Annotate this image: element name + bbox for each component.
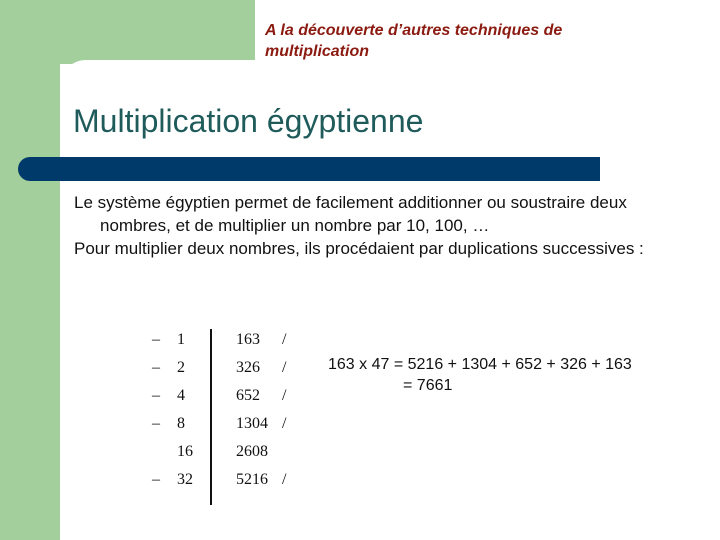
table-row	[140, 413, 310, 439]
equation-line-2: = 7661	[403, 377, 453, 394]
table-row	[140, 329, 310, 355]
product-value: 5216	[236, 471, 268, 488]
slide-title: Multiplication égyptienne	[73, 103, 424, 139]
equation-line-1: 163 x 47 = 5216 + 1304 + 652 + 326 + 163	[328, 356, 632, 373]
row-marker: –	[152, 387, 160, 404]
selected-mark: /	[282, 415, 287, 432]
slide-subtitle	[265, 20, 685, 62]
subtitle-line-2: multiplication	[265, 43, 369, 60]
duplication-table	[140, 327, 310, 507]
table-row	[140, 441, 310, 467]
selected-mark: /	[282, 471, 287, 488]
table-row	[140, 357, 310, 383]
product-value: 2608	[236, 443, 268, 460]
product-value: 652	[236, 387, 260, 404]
slide-body	[74, 191, 674, 260]
left-green-band	[0, 0, 60, 540]
power-value: 4	[177, 387, 185, 404]
paragraph-2: Pour multiplier deux nombres, ils procédaient par duplications successives :	[74, 239, 644, 258]
power-value: 32	[177, 471, 193, 488]
selected-mark: /	[282, 387, 287, 404]
result-equation	[328, 354, 688, 396]
row-marker: –	[152, 415, 160, 432]
power-value: 16	[177, 443, 193, 460]
table-row	[140, 385, 310, 411]
selected-mark: /	[282, 331, 287, 348]
product-value: 163	[236, 331, 260, 348]
title-underline-bar	[18, 157, 600, 181]
power-value: 8	[177, 415, 185, 432]
top-green-band	[0, 0, 255, 64]
power-value: 2	[177, 359, 185, 376]
product-value: 326	[236, 359, 260, 376]
product-value: 1304	[236, 415, 268, 432]
row-marker: –	[152, 331, 160, 348]
power-value: 1	[177, 331, 185, 348]
row-marker: –	[152, 359, 160, 376]
row-marker: –	[152, 471, 160, 488]
table-row	[140, 469, 310, 495]
subtitle-line-1: A la découverte d’autres techniques de	[265, 22, 563, 39]
selected-mark: /	[282, 359, 287, 376]
paragraph-1: Le système égyptien permet de facilement additionner ou soustraire deux nombres, et de multiplier un nombre par 10, 100, …	[74, 193, 627, 235]
